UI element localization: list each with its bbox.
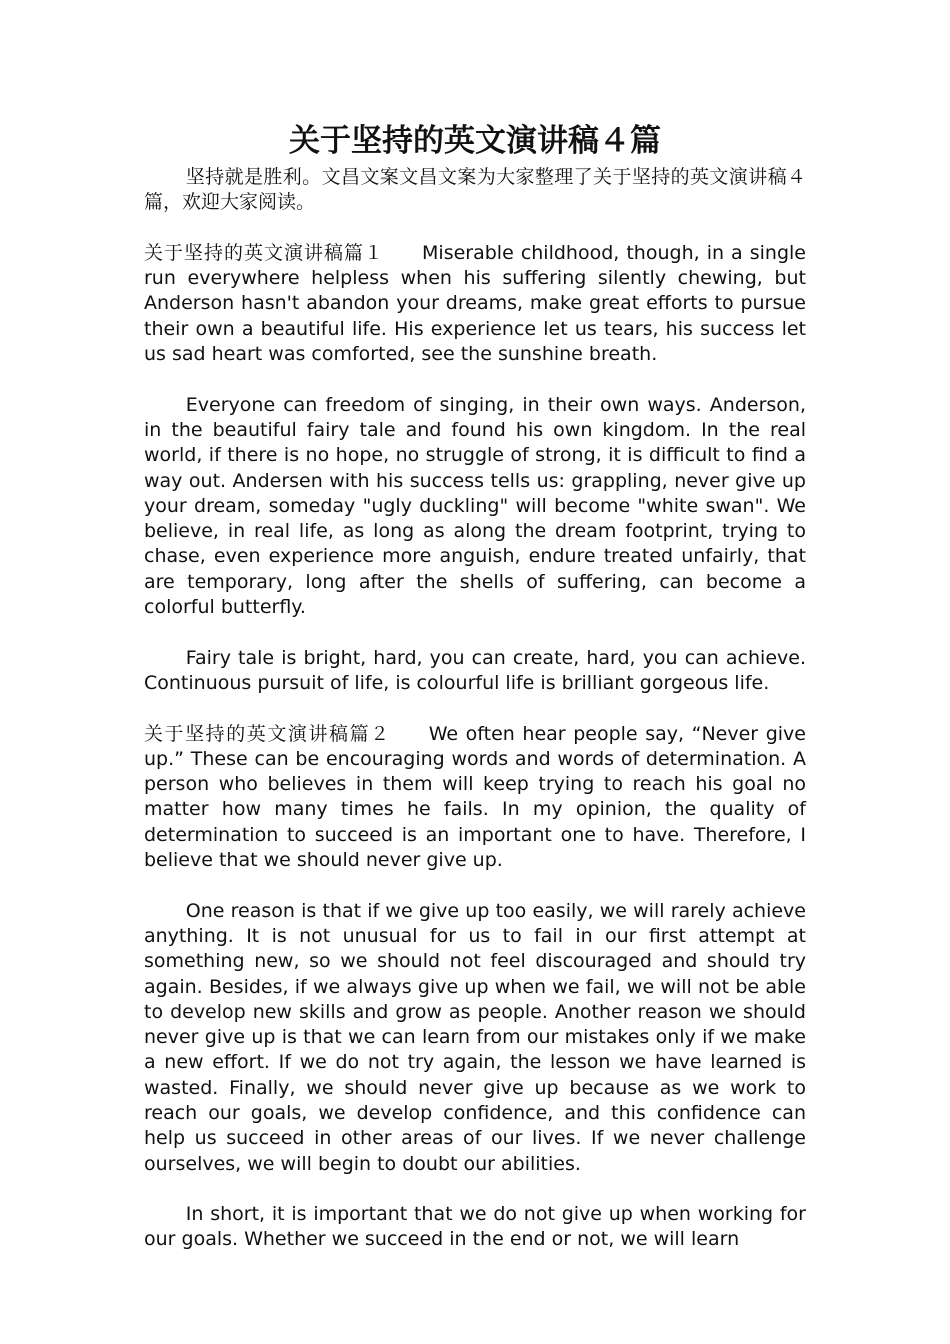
section-2-heading-gap <box>391 723 429 745</box>
section-2-paragraph-3: In short, it is important that we do not give up when working for our goals. Whether we succeed in the end or not, we will learn <box>144 1203 806 1251</box>
document-title: 关于坚持的英文演讲稿４篇 <box>289 123 661 159</box>
section-1-heading-gap <box>384 242 422 264</box>
document-body <box>144 165 806 1278</box>
section-1-paragraph-1: Miserable childhood, though, in a single run everywhere helpless when his suffering silently chewing, but Anderson hasn't abandon your dreams, make great efforts to pursue their own a beautiful life. His experience let us tears, his success let us sad heart was comforted, see the sunshine breath. <box>144 241 806 366</box>
section-1-paragraph-2: Everyone can freedom of singing, in their own ways. Anderson, in the beautiful fairy tale and found his own kingdom. In the real world, if there is no hope, no struggle of strong, it is difficult to find a way out. Andersen with his success tells us: grappling, never give up your dream, someday "ugly duckling" will become "white swan". We believe, in real life, as long as along the dream footprint, trying to chase, even experience more anguish, endure treated unfairly, that are temporary, long after the shells of suffering, can become a colorful butterfly. <box>144 393 806 619</box>
section-1-first-paragraph <box>144 241 806 367</box>
section-1-paragraph-3: Fairy tale is bright, hard, you can create, hard, you can achieve. Continuous pursuit of life, is colourful life is brilliant gorgeous life. <box>144 646 806 694</box>
section-2-heading: 关于坚持的英文演讲稿篇２ <box>144 722 391 745</box>
section-2-paragraph-1: We often hear people say, “Never give up.” These can be encouraging words and words of determination. A person who believes in them will keep trying to reach his goal no matter how many times he fails. In my opinion, the quality of determination to succeed is an important one to have. Therefore, I believe that we should never give up. <box>144 722 806 872</box>
section-1-heading: 关于坚持的英文演讲稿篇１ <box>144 241 385 264</box>
section-2-first-paragraph <box>144 722 806 874</box>
section-2-paragraph-2: One reason is that if we give up too easily, we will rarely achieve anything. It is not unusual for us to fail in our first attempt at something new, so we should not feel discouraged and should try again. Besides, if we always give up when we fail, we will not be able to develop new skills and grow as people. Another reason we should never give up is that we can learn from our mistakes only if we make a new effort. If we do not try again, the lesson we have learned is wasted. Finally, we should never give up because as we work to reach our goals, we develop confidence, and this confidence can help us succeed in other areas of our lives. If we never challenge ourselves, we will begin to doubt our abilities. <box>144 899 806 1175</box>
intro-paragraph: 坚持就是胜利。文昌文案文昌文案为大家整理了关于坚持的英文演讲稿４篇，欢迎大家阅读。 <box>144 166 806 214</box>
